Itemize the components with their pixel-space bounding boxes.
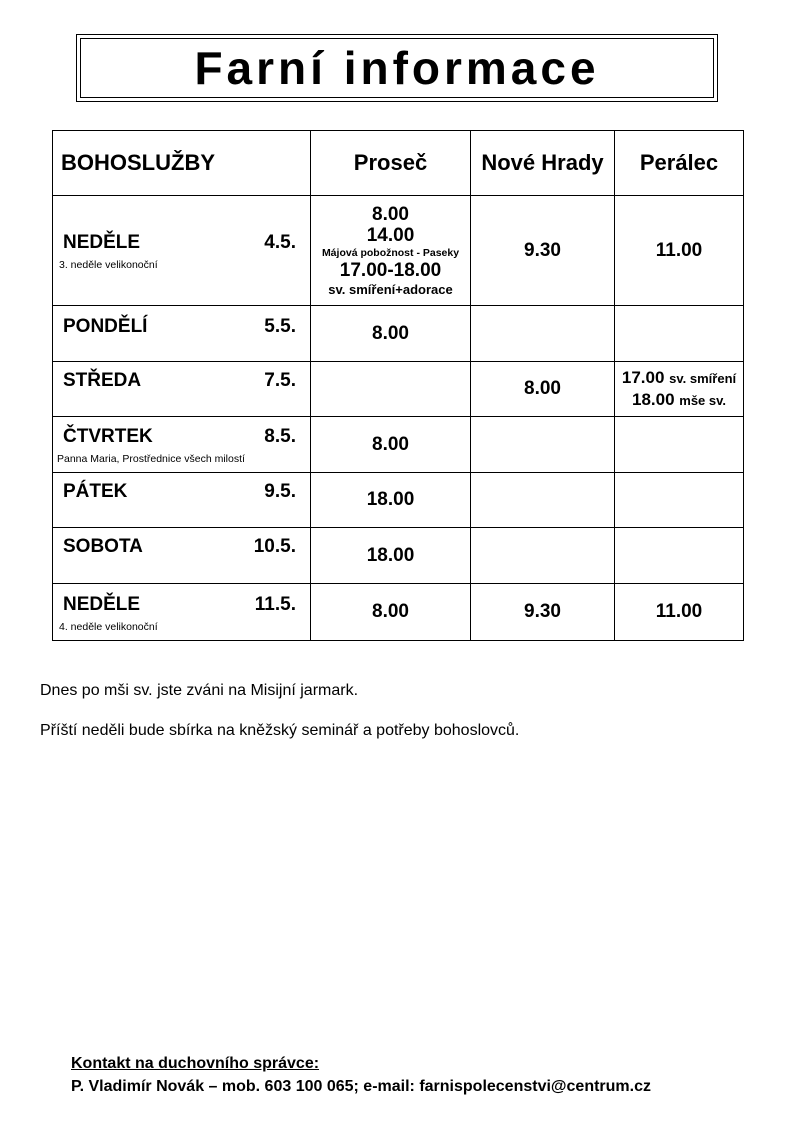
time: 18.00 (631, 390, 675, 409)
day-date: 11.5. (254, 594, 296, 615)
title-box (76, 34, 718, 102)
nove-hrady-cell: 9.30 (471, 584, 615, 641)
day-cell (53, 584, 311, 641)
day-date: 9.5. (264, 481, 296, 502)
day-date: 10.5. (253, 536, 296, 557)
time: 17.00-18.00 (339, 259, 442, 281)
table-row (53, 362, 744, 417)
nove-hrady-cell (471, 306, 615, 362)
table-row (53, 417, 744, 473)
header-peralec: Perálec (615, 131, 744, 196)
day-cell (53, 196, 311, 306)
contact-line: P. Vladimír Novák – mob. 603 100 065; e-mail: farnispolecenstvi@centrum.cz (71, 1078, 651, 1095)
prosec-cell: 18.00 (311, 528, 471, 584)
peralec-cell (615, 473, 744, 528)
table-row (53, 584, 744, 641)
peralec-cell: 11.00 (615, 584, 744, 641)
day-name: NEDĚLE (63, 594, 141, 615)
prosec-cell: 18.00 (311, 473, 471, 528)
table-header-row (53, 131, 744, 196)
day-note: 3. neděle velikonoční (59, 259, 158, 271)
day-date: 7.5. (264, 370, 296, 391)
day-name: STŘEDA (63, 370, 142, 391)
contact-heading: Kontakt na duchovního správce: (71, 1055, 320, 1072)
day-cell (53, 306, 311, 362)
nove-hrady-cell: 8.00 (471, 362, 615, 417)
peralec-cell: 11.00 (615, 196, 744, 306)
prosec-cell (311, 362, 471, 417)
event-note: mše sv. (679, 393, 727, 408)
event-note: sv. smíření+adorace (328, 281, 453, 297)
peralec-cell (615, 362, 744, 417)
day-name: PÁTEK (63, 481, 128, 502)
day-note: Panna Maria, Prostřednice všech milostí (57, 453, 245, 465)
schedule-table (52, 130, 744, 641)
day-cell (53, 473, 311, 528)
day-cell (53, 417, 311, 473)
time: 8.00 (372, 203, 409, 225)
time: 14.00 (366, 224, 415, 246)
prosec-cell: 8.00 (311, 417, 471, 473)
event-note: Májová pobožnost - Paseky (321, 246, 460, 259)
header-nove-hrady: Nové Hrady (471, 131, 615, 196)
prosec-cell (311, 196, 471, 306)
header-services: BOHOSLUŽBY (53, 131, 311, 196)
announcement-1: Dnes po mši sv. jste zváni na Misijní jarmark. (40, 682, 359, 699)
prosec-cell: 8.00 (311, 306, 471, 362)
time: 17.00 (621, 368, 665, 387)
peralec-cell (615, 306, 744, 362)
page-title: Farní informace (194, 42, 600, 94)
nove-hrady-cell (471, 417, 615, 473)
announcement-2: Příští neděli bude sbírka na kněžský seminář a potřeby bohoslovců. (40, 722, 520, 739)
day-cell (53, 362, 311, 417)
day-note: 4. neděle velikonoční (59, 621, 158, 633)
day-name: PONDĚLÍ (63, 316, 148, 337)
nove-hrady-cell (471, 473, 615, 528)
peralec-cell (615, 528, 744, 584)
day-name: SOBOTA (63, 536, 143, 557)
peralec-cell (615, 417, 744, 473)
header-prosec: Proseč (311, 131, 471, 196)
nove-hrady-cell: 9.30 (471, 196, 615, 306)
day-name: ČTVRTEK (63, 426, 153, 447)
table-row (53, 196, 744, 306)
table-row (53, 473, 744, 528)
day-date: 4.5. (264, 232, 296, 253)
table-row (53, 306, 744, 362)
event-note: sv. smíření (669, 371, 737, 386)
nove-hrady-cell (471, 528, 615, 584)
day-date: 5.5. (264, 316, 296, 337)
day-cell (53, 528, 311, 584)
day-name: NEDĚLE (63, 232, 141, 253)
day-date: 8.5. (264, 426, 296, 447)
table-row (53, 528, 744, 584)
prosec-cell: 8.00 (311, 584, 471, 641)
